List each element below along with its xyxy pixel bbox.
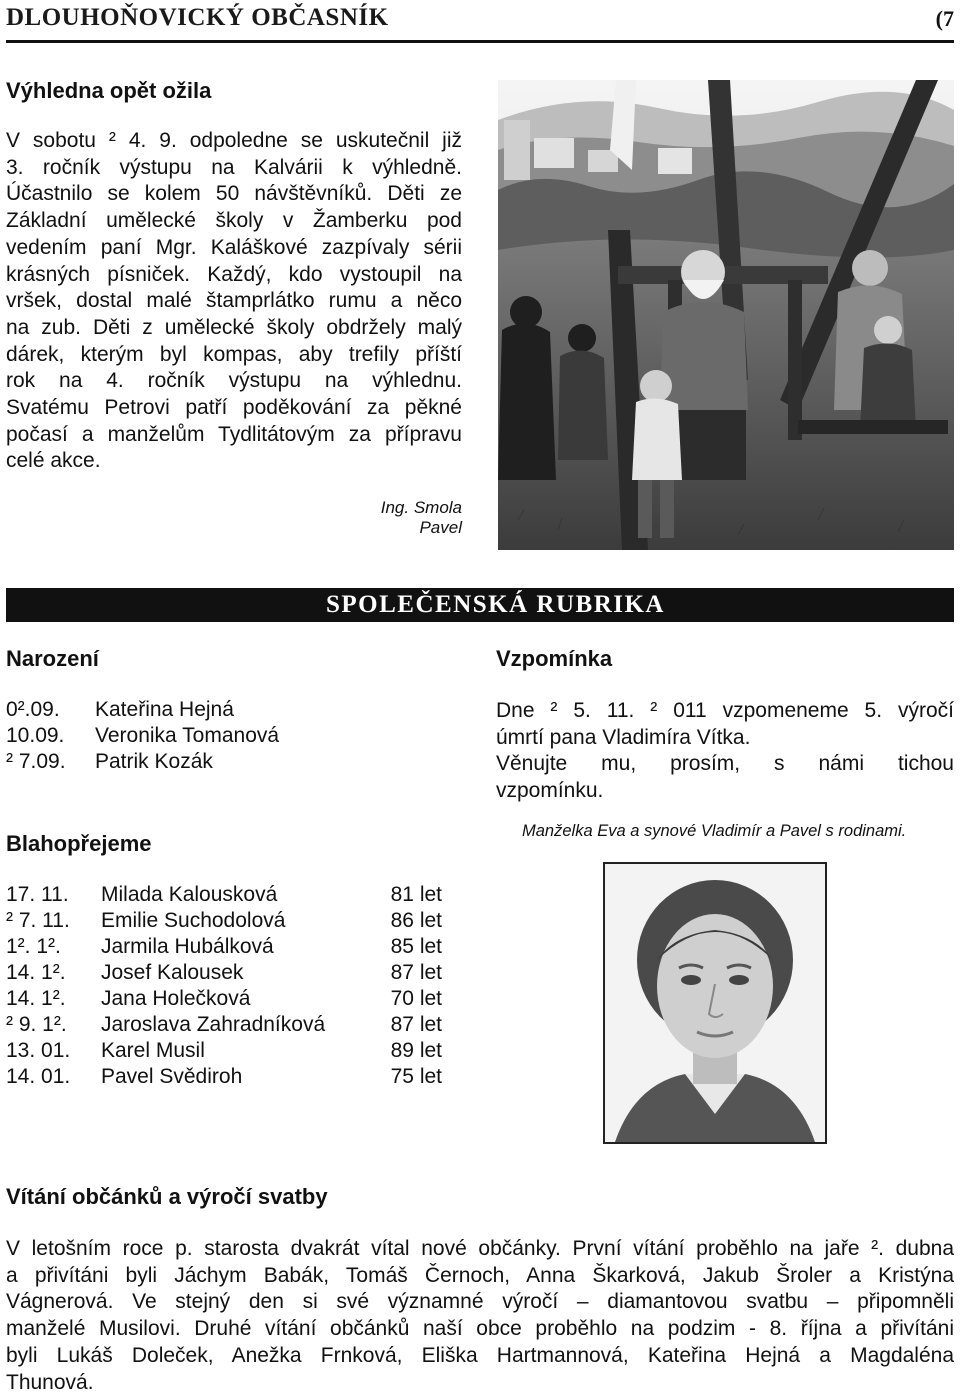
list-item xyxy=(6,987,466,1013)
births-list xyxy=(6,698,466,776)
memorial-line: Dne ² 5. 11. ² 011 vzpomeneme 5. výročí xyxy=(496,699,954,722)
list-item xyxy=(6,883,466,909)
article-line: počasí a manželům Tydlitátovým za přípravu xyxy=(6,422,462,446)
memorial-signature: Manželka Eva a synové Vladimír a Pavel s rodinami. xyxy=(522,822,907,840)
article-body xyxy=(6,128,462,475)
congrats-date: 1². 1². xyxy=(6,935,61,958)
article-line: dárek, kterým byl kompas, aby trefily příští xyxy=(6,342,462,366)
congrats-age: 75 let xyxy=(390,1065,442,1088)
congrats-heading: Blahopřejeme xyxy=(6,831,152,856)
event-photo xyxy=(498,80,954,550)
article-line: na zub. Děti z umělecké školy obdržely malý xyxy=(6,315,462,339)
congrats-age: 86 let xyxy=(390,909,442,932)
page-number: (7 xyxy=(935,6,954,31)
article-line: rok na 4. ročník výstupu na výhlednu. xyxy=(6,369,462,393)
congrats-name: Karel Musil xyxy=(101,1039,205,1062)
list-item xyxy=(6,1065,466,1091)
births-heading: Narození xyxy=(6,646,99,671)
article-signature: Ing. Smola Pavel xyxy=(380,498,462,537)
congrats-name: Josef Kalousek xyxy=(101,961,244,984)
birth-name: Veronika Tomanová xyxy=(95,724,280,747)
birth-name: Patrik Kozák xyxy=(95,750,213,773)
list-item xyxy=(6,724,466,750)
memorial-line: vzpomínku. xyxy=(496,779,604,803)
congrats-date: ² 7. 11. xyxy=(6,909,70,932)
event-photo-illustration xyxy=(498,80,954,550)
list-item xyxy=(6,961,466,987)
article-line: Základní umělecké školy v Žamberku pod xyxy=(6,209,462,233)
birth-date: ² 7.09. xyxy=(6,750,66,773)
welcome-line: a přivítáni byli Jáchym Babák, Tomáš Černoch, Anna Škarková, Jakub Šroler a Kristýna xyxy=(6,1263,954,1287)
welcome-line: byli Lukáš Doleček, Anežka Frnková, Eliška Hartmannová, Kateřina Hejná a Magdaléna xyxy=(6,1343,954,1367)
congrats-age: 70 let xyxy=(390,987,442,1010)
welcome-line: V letošním roce p. starosta dvakrát vítal nové občánky. První vítání proběhlo na jaře ². dubna xyxy=(6,1237,954,1260)
congrats-date: 13. 01. xyxy=(6,1039,71,1062)
article-line: Účastnilo se kolem 50 návštěvníků. Děti ze xyxy=(6,182,462,206)
congrats-age: 85 let xyxy=(390,935,442,958)
birth-name: Kateřina Hejná xyxy=(95,698,234,721)
congrats-name: Emilie Suchodolová xyxy=(101,909,286,932)
congrats-age: 87 let xyxy=(390,1013,442,1036)
birth-date: 0².09. xyxy=(6,698,60,721)
article-line: vedením paní Mgr. Kaláškové zazpívaly sérii xyxy=(6,235,462,259)
article-heading: Výhledna opět ožila xyxy=(6,78,212,103)
congrats-age: 87 let xyxy=(390,961,442,984)
welcome-line: manželé Musilovi. Druhé vítání občánků naší obce proběhlo na podzim - 8. října a přivítáni xyxy=(6,1317,954,1341)
article-line: Svatému Petrovi patří poděkování za pěkné xyxy=(6,396,462,420)
list-item xyxy=(6,909,466,935)
congrats-age: 81 let xyxy=(390,883,442,906)
section-banner xyxy=(6,588,954,622)
congrats-date: 17. 11. xyxy=(6,883,69,906)
congrats-name: Jaroslava Zahradníková xyxy=(101,1013,326,1036)
list-item xyxy=(6,750,466,776)
article-line: V sobotu ² 4. 9. odpoledne se uskutečnil již xyxy=(6,129,462,152)
memorial-heading: Vzpomínka xyxy=(496,646,613,671)
congrats-name: Jana Holečková xyxy=(101,987,251,1010)
article-line: celé akce. xyxy=(6,449,101,473)
congrats-name: Jarmila Hubálková xyxy=(101,935,274,958)
congrats-date: 14. 01. xyxy=(6,1065,71,1088)
masthead xyxy=(6,0,954,43)
article-line: krásných písniček. Každý, kdo vystoupil na xyxy=(6,262,462,286)
birth-date: 10.09. xyxy=(6,724,65,747)
welcome-heading: Vítání občánků a výročí svatby xyxy=(6,1184,328,1209)
section-banner-title: SPOLEČENSKÁ RUBRIKA xyxy=(326,591,665,618)
memorial-portrait xyxy=(603,862,827,1144)
welcome-body xyxy=(6,1236,954,1396)
list-item xyxy=(6,1039,466,1065)
congrats-date: 14. 1². xyxy=(6,987,66,1010)
congrats-name: Pavel Svědiroh xyxy=(101,1065,243,1088)
list-item xyxy=(6,935,466,961)
congrats-name: Milada Kalousková xyxy=(101,883,278,906)
welcome-line: Thunová. xyxy=(6,1370,94,1394)
list-item xyxy=(6,698,466,724)
congrats-age: 89 let xyxy=(390,1039,442,1062)
congrats-list xyxy=(6,883,466,1091)
congrats-date: ² 9. 1². xyxy=(6,1013,67,1036)
article-line: 3. ročník výstupu na Kalvárii k výhledně. xyxy=(6,155,462,179)
article-line: vršek, dostal malé štamprlátko rumu a něco xyxy=(6,289,462,313)
welcome-line: Vágnerová. Ve stejný den si své významné výročí – diamantovou svatbu – připomněli xyxy=(6,1290,954,1314)
list-item xyxy=(6,1013,466,1039)
newsletter-title: DLOUHOŇOVICKÝ OBČASNÍK xyxy=(6,4,389,31)
portrait-illustration xyxy=(605,864,825,1142)
congrats-date: 14. 1². xyxy=(6,961,66,984)
memorial-line: úmrtí pana Vladimíra Vítka. xyxy=(496,725,751,749)
memorial-line: Věnujte mu, prosím, s námi tichou xyxy=(496,752,954,776)
memorial-body xyxy=(496,698,954,805)
